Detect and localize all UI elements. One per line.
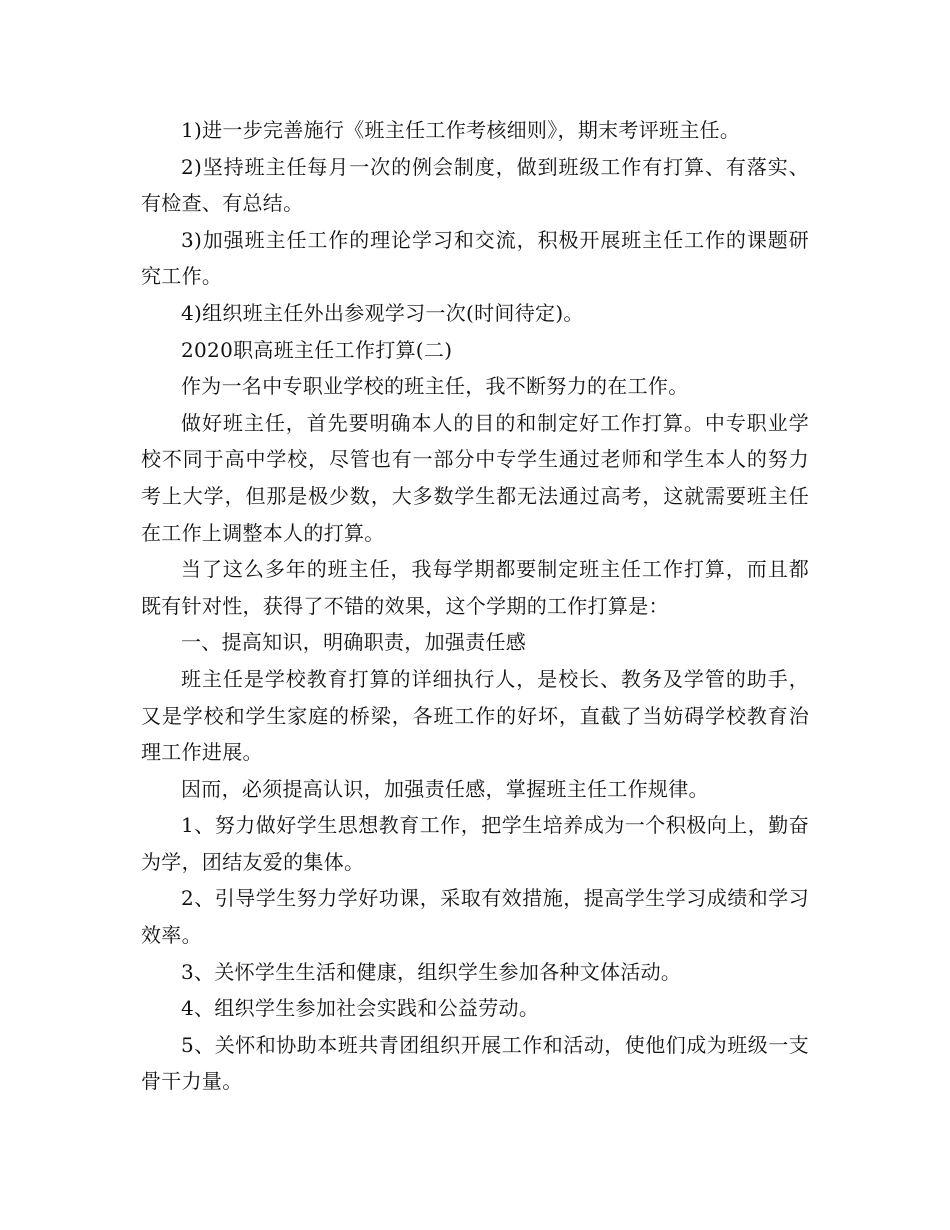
intro-paragraph: 作为一名中专职业学校的班主任，我不断努力的在工作。 [181, 374, 689, 399]
paragraph-item-2: 2)坚持班主任每月一次的例会制度，做到班级工作有打算、有落实、有检查、有总结。 [141, 154, 809, 216]
body-paragraph-plan: 当了这么多年的班主任，我每学期都要制定班主任工作打算，而且都既有针对性，获得了不错的效果，这个学期的工作打算是： [141, 557, 809, 618]
list-item-3: 3、关怀学生生活和健康，组织学生参加各种文体活动。 [181, 959, 682, 984]
list-item-1: 1、努力做好学生思想教育工作，把学生培养成为一个积极向上，勤奋为学，团结友爱的集体。 [141, 813, 809, 874]
body-paragraph-goals: 做好班主任，首先要明确本人的目的和制定好工作打算。中专职业学校不同于高中学校，尽管也有一部分中专学生通过老师和学生本人的努力考上大学，但那是极少数，大多数学生都无法通过高考，这就需要班主任在工作上调整本人的打算。 [141, 410, 809, 545]
paragraph-item-3: 3)加强班主任工作的理论学习和交流，积极开展班主任工作的课题研究工作。 [141, 227, 809, 289]
paragraph-item-4: 4)组织班主任外出参观学习一次(时间待定)。 [181, 300, 584, 325]
list-item-5: 5、关怀和协助本班共青团组织开展工作和活动，使他们成为班级一支骨干力量。 [141, 1032, 809, 1094]
body-paragraph-role: 班主任是学校教育打算的详细执行人，是校长、教务及学管的助手，又是学校和学生家庭的桥梁，各班工作的好坏，直截了当妨碍学校教育治理工作进展。 [141, 666, 809, 765]
list-item-2: 2、引导学生努力学好功课，采取有效措施，提高学生学习成绩和学习效率。 [141, 886, 809, 948]
list-item-4: 4、组织学生参加社会实践和公益劳动。 [181, 996, 540, 1021]
paragraph-item-1: 1)进一步完善施行《班主任工作考核细则》，期末考评班主任。 [181, 118, 741, 142]
document-body [141, 112, 809, 1100]
body-paragraph-awareness: 因而，必须提高认识，加强责任感，掌握班主任工作规律。 [181, 776, 709, 801]
subsection-heading: 一、提高知识，明确职责，加强责任感 [181, 630, 527, 655]
section-heading: 2020职高班主任工作打算(二) [181, 337, 453, 362]
